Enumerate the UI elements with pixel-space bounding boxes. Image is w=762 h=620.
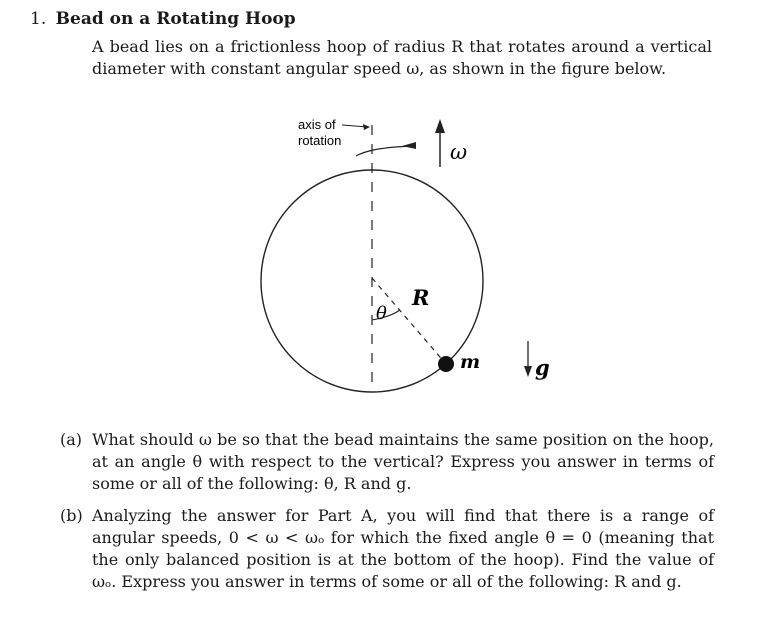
part-a-text: What should ω be so that the bead maintains the same position on the hoop, at an angle θ with respect to the vertical? Express you answer in terms of some or all of the following: θ, R and g.	[92, 430, 714, 493]
theta-label: θ	[376, 303, 387, 324]
rotation-arrow-head	[402, 142, 416, 149]
axis-label-line2: rotation	[298, 133, 342, 148]
part-b	[60, 505, 714, 593]
problem-parts	[60, 429, 714, 593]
part-a-label: (a)	[60, 430, 83, 449]
part-b-text: Analyzing the answer for Part A, you will find that there is a range of angular speeds, 0 < ω < ωₒ for which the fixed angle θ = 0 (meaning that the only balanced position is at the bottom of the hoop). Find the value of ωₒ. Express you answer in terms of some or all of the following: R and g.	[92, 506, 714, 591]
problem-number: 1.	[30, 9, 47, 29]
omega-label: ω	[450, 140, 468, 164]
axis-label-line1: axis of	[298, 117, 336, 132]
part-b-label: (b)	[60, 506, 83, 525]
omega-arrow-head	[435, 119, 445, 133]
gravity-label: g	[535, 355, 550, 380]
problem-intro: A bead lies on a frictionless hoop of radius R that rotates around a vertical diameter with constant angular speed ω, as shown in the figure below.	[92, 37, 712, 78]
hoop-figure	[250, 105, 570, 395]
rotation-arrow	[356, 146, 416, 156]
part-a	[60, 429, 714, 495]
axis-pointer-head	[363, 124, 370, 130]
hoop-diagram	[250, 105, 570, 395]
mass-label: m	[460, 351, 481, 373]
radius-label: R	[412, 285, 430, 310]
gravity-arrow-head	[524, 366, 532, 377]
problem-title: Bead on a Rotating Hoop	[55, 9, 296, 29]
bead	[438, 356, 454, 372]
problem-heading	[30, 9, 296, 29]
